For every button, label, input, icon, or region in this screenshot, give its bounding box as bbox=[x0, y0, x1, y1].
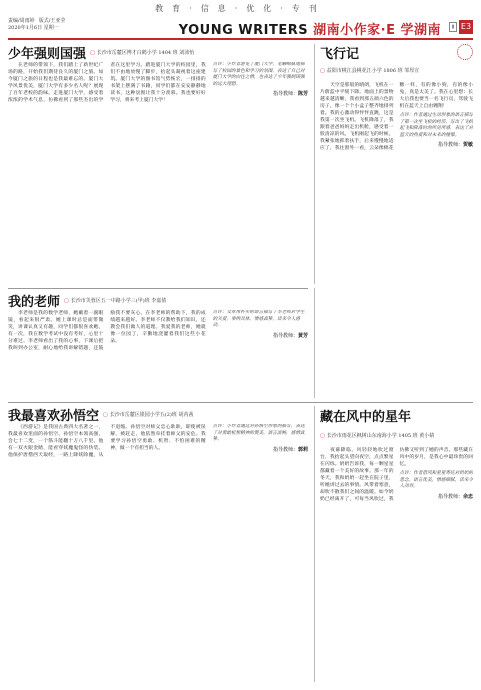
article-1-body: 在老师的带领下，我们踏上了新世纪广场的路，开始我们期待良久的厦门之旅。如今厦门之旅的日程也是我最难忘的。厦门大学风景优美，厦门大学有多少名人呢？展现了百年老校的韵味。走进厦门大学，感受着浓浓的学术气息，仿佛看到了那些杰出的学者在这里学习。踏进厦门大学的校园里，我们不由地放慢了脚步，抬起头凝视着这座建筑。厦门大学的图书馆气势恢宏，一排排的书架上摆满了书籍，同学们都在安安静静地读书，这种氛围让我十分羡慕。我也要好好学习，将来考上厦门大学！ 点评：小作者游览了厦门大学，笔触细腻地描写了校园的景色和学习的氛围，表达了自己对厦门大学的向往之情，也表达了少年强则国强的远大理想。 指导教师：陈芳 bbox=[8, 62, 308, 103]
pen-icon: ▢ bbox=[320, 433, 325, 439]
article-4-titlebar bbox=[8, 406, 308, 422]
article-3-titlebar bbox=[8, 292, 308, 308]
pen-icon: ▢ bbox=[103, 411, 108, 418]
section-divider bbox=[8, 402, 473, 403]
article-3-body: 李老师是我的数学老师，她戴着一副眼镜，看起来很严肃。她上课时总是面带微笑，讲课认真又有趣，同学们都很喜欢她。有一次，我在数学考试中没有考好，心里十分难过。李老师看出了我的心事，下课后把我叫到办公室，耐心地给我讲解错题，还鼓励我不要灰心。在李老师的帮助下，我的成绩越来越好。李老师不仅教给我们知识，还教会我们做人的道理。我爱我的老师，她就像一位园丁，辛勤地浇灌着我们这些小花朵。 点评：文章用朴实的语言描写了李老师对学生的关爱，事例具体，情感真挚，读来令人感动。 指导教师：黄芳 bbox=[8, 310, 308, 351]
article-5-title: 藏在风中的星年 bbox=[320, 410, 412, 425]
brand-en: YOUNG WRITERS bbox=[178, 23, 309, 38]
article-4-body: 《西游记》是我国古典四大名著之一，我最喜欢里面的孙悟空。孙悟空本领高强，会七十二变，一个筋斗能翻十万八千里。他有一双火眼金睛，能看穿妖魔鬼怪的伪装。他保护唐僧西天取经，一路上降妖除魔，从不退缩。孙悟空对师父忠心耿耿，即使被误解、被赶走，他依然牵挂着师父的安危。我要学习孙悟空勇敢、机智、不怕困难的精神，做一个有担当的人。 点评：小作者通过对孙悟空形象的描写，表达了对勇敢机智精神的赞美，语言流畅，感情真挚。 指导教师：郭莉 bbox=[8, 424, 308, 458]
issue-weekday: 星期一 bbox=[43, 25, 59, 31]
header-meta bbox=[8, 18, 69, 32]
article-1-title: 少年强则国强 bbox=[8, 46, 87, 62]
article-1-teacher: 指导教师：陈芳 bbox=[272, 91, 308, 98]
article-5: 藏在风中的星年 ▢ 长沙市雨花区枫树山东南海小学 1405 班 黄小婧 夜幕降临，风轻轻地吹过窗台，我抬起头望向夜空，点点繁星在闪烁。奶奶告诉我，每一颗星星都藏着一个美好的故事。那一年的冬天，我和奶奶一起坐在院子里，听她讲过去的事情。风带着寒意，却吹不散我们之间的温暖。如今奶奶已经离开了，可每当风吹过，我仿佛又听到了她的声音。那些藏在风中的岁月，是我心中最珍贵的回忆。 点评：作者借风和星星寄托对奶奶的思念，语言优美，情感细腻，读来令人动容。 指导教师：余忠 bbox=[320, 406, 473, 682]
article-4-comment: 点评：小作者通过对孙悟空形象的描写，表达了对勇敢机智精神的赞美，语言流畅，感情真挚。 bbox=[212, 424, 305, 443]
article-3-teacher: 指导教师：黄芳 bbox=[272, 332, 308, 339]
article-4-title: 我最喜欢孙悟空 bbox=[8, 408, 100, 424]
article-2-teacher: 指导教师：贺敏 bbox=[437, 142, 473, 149]
article-4-teacher: 指导教师：郭莉 bbox=[272, 446, 308, 453]
article-2-comment: 点评：作者通过生动形象的语言描写了第一次坐飞机的经历，写出了飞机起飞和降落时的所见所感，表达了对蓝天的热爱和对未来的憧憬。 bbox=[399, 113, 473, 138]
column-divider bbox=[314, 406, 315, 682]
pen-icon: ▢ bbox=[64, 297, 69, 304]
article-3-byline: ▢ 长沙市芙蓉区五一中路小学三(甲)班 李嘉倩 bbox=[64, 297, 167, 304]
article-1-comment: 点评：小作者游览了厦门大学，笔触细腻地描写了校园的景色和学习的氛围，表达了自己对厦门大学的向往之情，也表达了少年强则国强的远大理想。 bbox=[212, 62, 305, 87]
article-5-comment: 点评：作者借风和星星寄托对奶奶的思念，语言优美，情感细腻，读来令人动容。 bbox=[399, 471, 473, 490]
page-number: E3 bbox=[459, 20, 473, 34]
column-divider bbox=[314, 44, 315, 284]
bookmark-icon: ▮ bbox=[449, 22, 457, 32]
page-header bbox=[8, 18, 473, 40]
article-5-byline: ▢ 长沙市雨花区枫树山东南海小学 1405 班 黄小婧 bbox=[320, 433, 435, 439]
article-1-byline: ▢ 长沙市岳麓区博才白鹤小学 1404 班 刘沛怡 bbox=[90, 49, 195, 56]
brand-title bbox=[179, 19, 441, 38]
layout-designer: 版式/王亚莹 bbox=[38, 18, 66, 24]
article-2: 飞行记 ▢ 益阳市桃江县桃花江小学 1806 班 邹厚宣 天空是那般的晴朗，飞机在一片蔚蓝中平缓下降。地面上的景物越来越清晰，我看到那五颜六色的房子，像一个个小盒子整齐地排列着。我的心激动得怦怦直跳，这是我第一次坐飞机。飞机降落了，我跟着爸爸妈妈走出机舱，感受着一股清凉的风。飞机刚起飞的时候，我紧张地抓着扶手，后来慢慢地适应了，我往窗外一看，云朵像棉花糖一样，有的像小狗，有的像小兔，真是太美了。我在心里想：长大后我也要当一名飞行员，驾驶飞机在蓝天上自由翱翔！ 点评：作者通过生动形象的语言描写了第一次坐飞机的经历，写出了飞机起飞和降落时的所见所感，表达了对蓝天的热爱和对未来的憧憬。 指导教师：贺敏 bbox=[320, 44, 473, 284]
article-5-teacher: 指导教师：余忠 bbox=[437, 493, 473, 500]
page-topline: 教育·信息·优化·专刊 bbox=[155, 4, 326, 13]
issue-date: 2020年1月6日 bbox=[8, 25, 43, 31]
brand-cn: 湖南小作家·E 学湖南 bbox=[313, 23, 441, 38]
pen-icon: ▢ bbox=[90, 49, 95, 56]
airplane-icon bbox=[457, 44, 473, 60]
article-3-title: 我的老师 bbox=[8, 294, 61, 310]
article-2-title: 飞行记 bbox=[320, 46, 360, 62]
article-1-titlebar bbox=[8, 44, 308, 60]
column-divider bbox=[314, 288, 315, 398]
article-4-byline: ▢ 长沙市岳麓区银园小学五(2)班 胡芮茜 bbox=[103, 411, 194, 418]
article-2-byline: ▢ 益阳市桃江县桃花江小学 1806 班 邹厚宣 bbox=[320, 68, 420, 74]
section-editor: 责编/周雨婷 bbox=[8, 18, 35, 24]
pen-icon: ▢ bbox=[320, 68, 325, 74]
article-3-comment: 点评：文章用朴实的语言描写了李老师对学生的关爱，事例具体，情感真挚，读来令人感动。 bbox=[212, 310, 305, 329]
section-divider bbox=[8, 288, 308, 289]
